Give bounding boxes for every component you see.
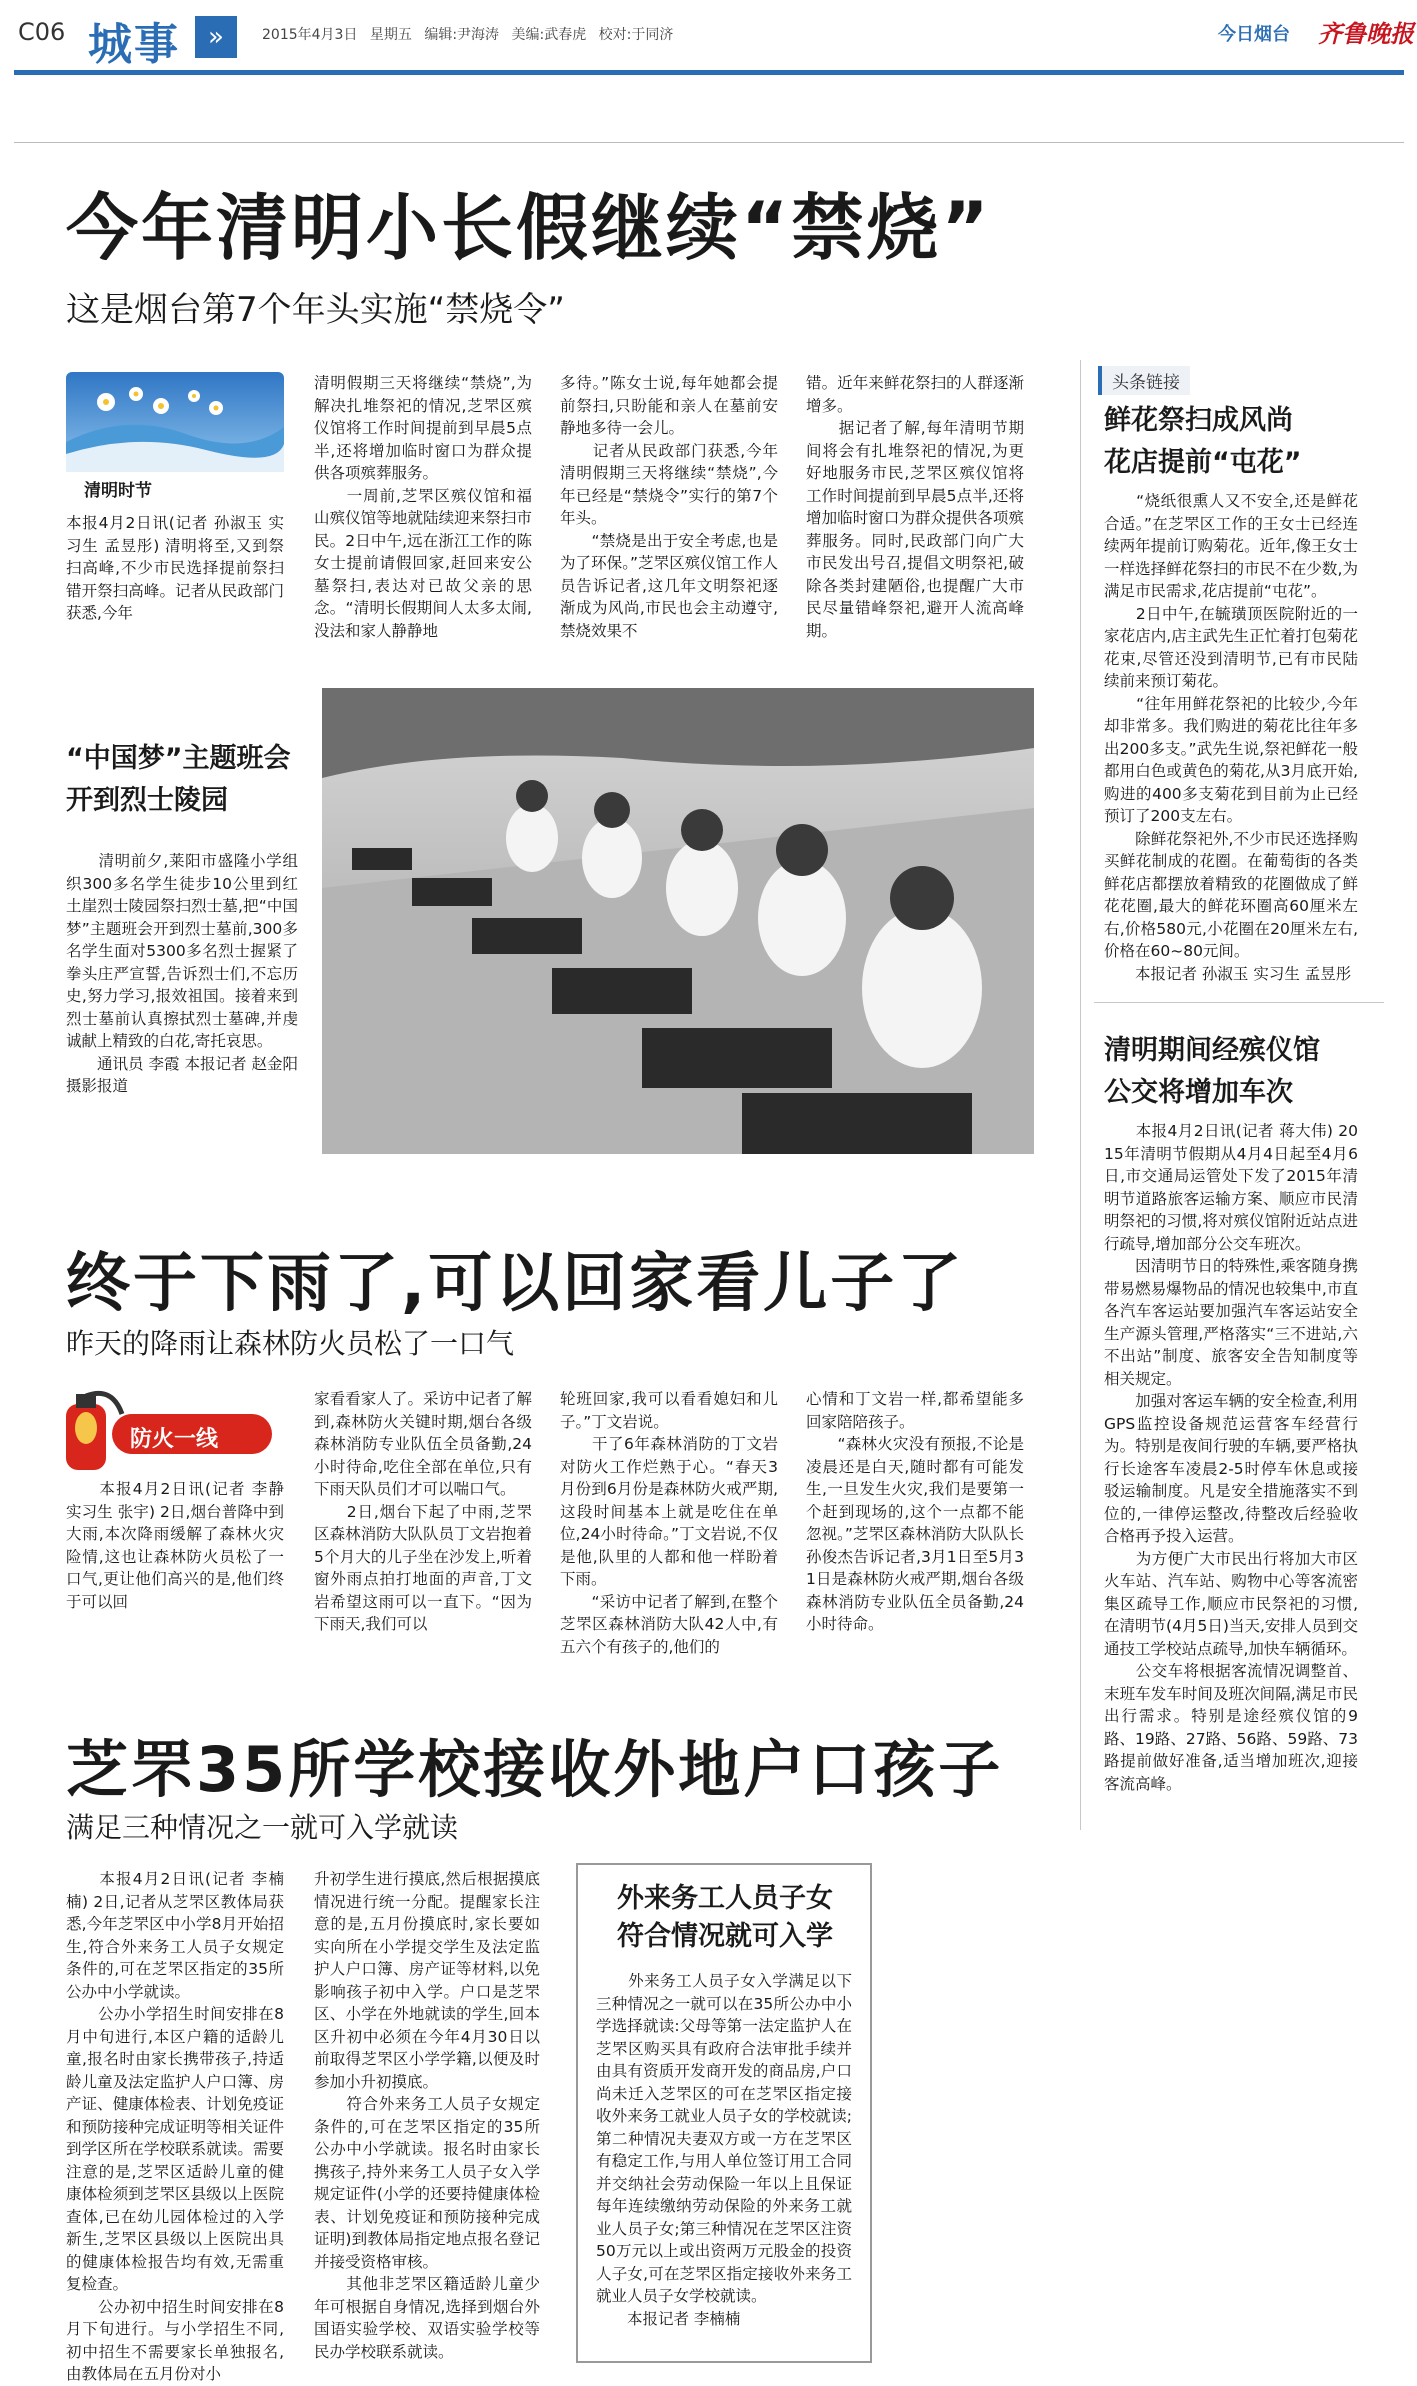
bus-body: 本报4月2日讯(记者 蒋大伟) 2015年清明节假期从4月4日起至4月6日,市交通局运管处下发了2015年清明节道路旅客运输方案、顺应市民清明祭祀的习惯,将对殡仪馆附近站点进行疏导,增加部分公交车班次。 因清明节日的特殊性,乘客随身携带易燃易爆物品的情况也较集中,市直各汽车客运站要加强汽车客运站安全生产源头管理,严格落实“三不进站,六不出站”制度、旅客安全告知制度等相关规定。 加强对客运车辆的安全检查,利用GPS监控设备规范运营客车经营行为。特别是夜间行驶的车辆,要严格执行长途客车凌晨2-5时停车休息或接驳运输制度。凡是安全措施落实不到位的,一律停运整改,待整改后经验收合格再予投入运营。 为方便广大市民出行将加大市区火车站、汽车站、购物中心等客流密集区疏导工作,顺应市民祭祀的习惯,在清明节(4月5日)当天,安排人员到交通技工学校站点疏导,加快车辆循环。 公交车将根据客流情况调整首、末班车发车时间及班次间隔,满足市民出行需求。特别是途经殡仪馆的9路、19路、27路、56路、59路、73路提前做好准备,适当增加班次,迎接客流高峰。 [1104, 1122, 1358, 1793]
story1-subheadline: 这是烟台第7个年头实施“禁烧令” [66, 290, 565, 330]
story2-headline: 终于下雨了,可以回家看儿子了 [66, 1247, 965, 1321]
flower-headline: 鲜花祭扫成风尚 花店提前“屯花” [1104, 405, 1302, 478]
story2-column-1: 本报4月2日讯(记者 李静 实习生 张宇) 2日,烟台普降中到大雨,本次降雨缓解了森林火灾险情,这也让森林防火员松了一口气,更让他们高兴的是,他们终于可以回 [66, 1480, 289, 1611]
story1-column-3: 多待。”陈女士说,每年她都会提前祭扫,只盼能和亲人在墓前安静地多待一会儿。 记者从民政部门获悉,今年清明假期三天将继续“禁烧”,今年已经是“禁烧令”实行的第7个年头。 “禁烧是出于安全考虑,也是为了环保。”芝罘区殡仪馆工作人员告诉记者,这几年文明祭祀逐渐成为风尚,市民也会主动遵守,禁烧效果不 [560, 374, 778, 640]
issue-meta: 2015年4月3日 星期五 编辑:尹海涛 美编:武春虎 校对:于同济 [262, 27, 674, 43]
story3-subheadline: 满足三种情况之一就可入学就读 [66, 1811, 459, 1844]
spring-illustration [66, 372, 284, 472]
box-headline: 外来务工人员子女 符合情况就可入学 [617, 1883, 833, 1952]
sidebar-tag: 头条链接 [1098, 366, 1190, 395]
sidebar-rule [1094, 1002, 1384, 1003]
bus-headline: 清明期间经殡仪馆 公交将增加车次 [1104, 1035, 1320, 1108]
spring-caption: 清明时节 [84, 481, 152, 501]
dream-body: 清明前夕,莱阳市盛隆小学组织300多名学生徒步10公里到红土崖烈士陵园祭扫烈士墓,把“中国梦”主题班会开到烈士墓前,300多名学生面对5300多名烈士握紧了拳头庄严宣誓,告诉烈士们,不忘历史,努力学习,报效祖国。接着来到烈士墓前认真擦拭烈士墓碑,并虔诚献上精致的白花,寄托哀思。 通讯员 李霞 本报记者 赵金阳 摄影报道 [66, 852, 298, 1095]
story1-column-1: 本报4月2日讯(记者 孙淑玉 实习生 孟昱彤) 清明将至,又到祭扫高峰,不少市民选择提前祭扫错开祭扫高峰。记者从民政部门获悉,今年 [66, 514, 284, 622]
header-rule [14, 70, 1404, 75]
story3-headline: 芝罘35所学校接收外地户口孩子 [66, 1733, 1004, 1806]
header-thin-rule [14, 142, 1404, 143]
page-number: C06 [18, 18, 66, 46]
students-memorial-photo [322, 688, 1034, 1154]
newspaper-logo: 齐鲁晚报 [1318, 20, 1414, 48]
box-body: 外来务工人员子女入学满足以下三种情况之一就可以在35所公办中小学选择就读:父母等第一法定监护人在芝罘区购买具有政府合法审批手续并由具有资质开发商开发的商品房,户口尚未迁入芝罘区的可在芝罘区指定接收外来务工就业人员子女的学校就读;第二种情况夫妻双方或一方在芝罘区有稳定工作,与用人单位签订用工合同并交纳社会劳动保险一年以上且保证每年连续缴纳劳动保险的外来务工就业人员子女;第三种情况在芝罘区注资50万元以上或出资两万元股金的投资人子女,可在芝罘区指定接收外来务工就业人员子女学校就读。 本报记者 李楠楠 [596, 1972, 852, 2328]
story2-column-3: 轮班回家,我可以看看媳妇和儿子。”丁文岩说。 干了6年森林消防的丁文岩对防火工作烂熟于心。“春天3月份到6月份是森林防火戒严期,这段时间基本上就是吃住在单位,24小时待命。”丁文岩说,不仅是他,队里的人都和他一样盼着下雨。 “采访中记者了解到,在整个芝罘区森林消防大队42人中,有五六个有孩子的,他们的 [560, 1390, 778, 1656]
story2-subheadline: 昨天的降雨让森林防火员松了一口气 [66, 1327, 515, 1360]
section-title: 城事 [88, 19, 180, 70]
fire-logo-text: 防火一线 [130, 1427, 219, 1452]
sidebar-divider [1080, 360, 1081, 1830]
story2-column-4: 心情和丁文岩一样,都希望能多回家陪陪孩子。 “森林火灾没有预报,不论是凌晨还是白天,随时都有可能发生,一旦发生火灾,我们是要第一个赶到现场的,这个一点都不能忽视。”芝罘区森林消防大队队长孙俊杰告诉记者,3月1日至5月31日是森林防火戒严期,烟台各级森林消防专业队伍全员备勤,24小时待命。 [806, 1390, 1024, 1633]
story3-column-1: 本报4月2日讯(记者 李楠楠) 2日,记者从芝罘区教体局获悉,今年芝罘区中小学8月开始招生,符合外来务工人员子女规定条件的,可在芝罘区指定的35所公办中小学就读。 公办小学招生时间安排在8月中旬进行,本区户籍的适龄儿童,报名时由家长携带孩子,持适龄儿童及法定监护人户口簿、房产证、健康体检表、计划免疫证和预防接种完成证明等相关证件到学区所在学校联系就读。需要注意的是,芝罘区适龄儿童的健康体检须到芝罘区县级以上医院查体,已在幼儿园体检过的入学新生,芝罘区县级以上医院出具的健康体检报告均有效,无需重复检查。 公办初中招生时间安排在8月下旬进行。与小学招生不同,初中招生不需要家长单独报名,由教体局在五月份对小 [66, 1870, 284, 2383]
story2-column-2: 家看看家人了。采访中记者了解到,森林防火关键时期,烟台各级森林消防专业队伍全员备勤,24小时待命,吃住全部在单位,只有下雨天队员们才可以喘口气。 2日,烟台下起了中雨,芝罘区森林消防大队队员丁文岩抱着5个月大的儿子坐在沙发上,听着窗外雨点拍打地面的声音,丁文岩希望这雨可以一直下。“因为下雨天,我们可以 [314, 1390, 532, 1633]
story1-column-4: 错。近年来鲜花祭扫的人群逐渐增多。 据记者了解,每年清明节期间将会有扎堆祭祀的情况,为更好地服务市民,芝罘区殡仪馆将工作时间提前到早晨5点半,还将增加临时窗口为群众提供各项殡葬服务。同时,民政部门向广大市民发出号召,提倡文明祭祀,破除各类封建陋俗,也提醒广大市民尽量错峰祭祀,避开人流高峰期。 [806, 374, 1024, 640]
today-label: 今日烟台 [1218, 24, 1290, 45]
story1-headline: 今年清明小长假继续“禁烧” [66, 186, 992, 270]
section-arrow-icon: » [195, 16, 237, 58]
flower-body: “烧纸很熏人又不安全,还是鲜花合适。”在芝罘区工作的王女士已经连续两年提前订购菊花。近年,像王女士一样选择鲜花祭扫的市民不在少数,为满足市民需求,花店提前“屯花”。 2日中午,在毓璜顶医院附近的一家花店内,店主武先生正忙着打包菊花花束,尽管还没到清明节,已有市民陆续前来预订菊花。 “往年用鲜花祭祀的比较少,今年却非常多。我们购进的菊花比往年多出200多支。”武先生说,祭祀鲜花一般都用白色或黄色的菊花,从3月底开始,购进的400多支菊花到目前为止已经预订了200支左右。 除鲜花祭祀外,不少市民还选择购买鲜花制成的花圈。在葡萄街的各类鲜花店都摆放着精致的花圈做成了鲜花花圈,最大的鲜花环圈高60厘米左右,价格580元,小花圈在20厘米左右,价格在60~80元间。 本报记者 孙淑玉 实习生 孟昱彤 [1104, 492, 1358, 983]
story1-column-2: 清明假期三天将继续“禁烧”,为解决扎堆祭祀的情况,芝罘区殡仪馆将工作时间提前到早晨5点半,还将增加临时窗口为群众提供各项殡葬服务。 一周前,芝罘区殡仪馆和福山殡仪馆等地就陆续迎来祭扫市民。2日中午,远在浙江工作的陈女士提前请假回家,赶回来安公墓祭扫,表达对已故父亲的思念。“清明长假期间人太多太闹,没法和家人静静地 [314, 374, 532, 640]
story3-column-2: 升初学生进行摸底,然后根据摸底情况进行统一分配。提醒家长注意的是,五月份摸底时,家长要如实向所在小学提交学生及法定监护人户口簿、房产证等材料,以免影响孩子初中入学。户口是芝罘区、小学在外地就读的学生,回本区升初中必须在今年4月30日以前取得芝罘区小学学籍,以便及时参加小升初摸底。 符合外来务工人员子女规定条件的,可在芝罘区指定的35所公办中小学就读。报名时由家长携孩子,持外来务工人员子女入学规定证件(小学的还要持健康体检表、计划免疫证和预防接种完成证明)到教体局指定地点报名登记并接受资格审核。 其他非芝罘区籍适龄儿童少年可根据自身情况,选择到烟台外国语实验学校、双语实验学校等民办学校联系就读。 [314, 1870, 540, 2361]
dream-headline: “中国梦”主题班会 开到烈士陵园 [66, 743, 291, 816]
